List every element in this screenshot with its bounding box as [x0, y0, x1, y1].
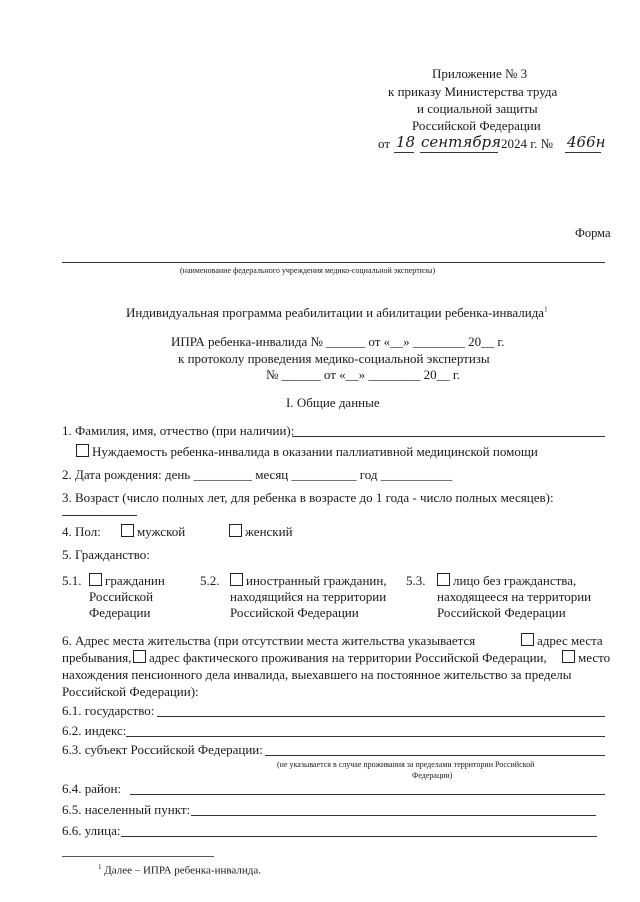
citizenship-5-3-checkbox[interactable]	[437, 573, 450, 586]
sex-male-option	[121, 524, 185, 540]
address-stay-option	[521, 633, 603, 649]
address-pension-option	[562, 650, 610, 666]
field-citizenship-label: 5. Гражданство:	[62, 547, 150, 562]
citizenship-5-2-label: иностранный гражданин,	[246, 573, 387, 588]
footnote-ref: 1	[544, 305, 548, 314]
document-title: Индивидуальная программа реабилитации и абилитации ребенка-инвалида$^1$	[126, 305, 548, 320]
footnote-mark: 1	[98, 863, 102, 871]
ipra-number-line: ИПРА ребенка-инвалида № ______ от «__» ________ 20__ г.	[171, 334, 505, 349]
palliative-item	[76, 444, 538, 460]
field-region-input[interactable]	[265, 755, 605, 756]
sex-female-label: женский	[245, 524, 293, 539]
address-pension-label-2: нахождения пенсионного дела инвалида, выехавшего на постоянное жительство за пределы	[62, 667, 572, 682]
order-date-month: сентября	[421, 133, 502, 151]
field-region-label: 6.3. субъект Российской Федерации:	[62, 742, 263, 757]
field-fio-label: 1. Фамилия, имя, отчество (при наличии):	[62, 423, 295, 438]
field-country-input[interactable]	[157, 716, 605, 717]
order-date-prefix: от	[378, 136, 391, 151]
field-street-label: 6.6. улица:	[62, 823, 121, 838]
footnote-text: Далее – ИПРА ребенка-инвалида.	[104, 864, 262, 877]
field-country-label: 6.1. государство:	[62, 703, 155, 718]
field-street-input[interactable]	[121, 836, 597, 837]
order-line-social: и социальной защиты	[417, 101, 538, 116]
address-pension-label: место	[578, 650, 611, 665]
protocol-line: к протоколу проведения медико-социальной экспертизы	[178, 351, 490, 366]
field-sex-label: 4. Пол:	[62, 524, 101, 539]
citizenship-5-2-label-2: находящийся на территории	[230, 589, 387, 604]
field-locality-input[interactable]	[191, 815, 596, 816]
footnote-separator	[62, 856, 214, 857]
field-district-input[interactable]	[130, 794, 605, 795]
field-locality-label: 6.5. населенный пункт:	[62, 802, 191, 817]
sex-male-checkbox[interactable]	[121, 524, 134, 537]
citizenship-5-1-label-2: Российской	[89, 589, 154, 604]
order-line-ministry: к приказу Министерства труда	[388, 84, 558, 99]
citizenship-5-1-label-3: Федерации	[89, 605, 151, 620]
citizenship-5-3-option	[437, 573, 576, 589]
citizenship-5-1-num: 5.1.	[62, 573, 82, 588]
citizenship-5-3-label-3: Российской Федерации	[437, 605, 566, 620]
citizenship-5-1-checkbox[interactable]	[89, 573, 102, 586]
address-pension-label-3: Российской Федерации):	[62, 684, 199, 699]
sex-male-label: мужской	[137, 524, 186, 539]
field-index-input[interactable]	[126, 736, 605, 737]
order-number: 466н	[567, 133, 606, 151]
citizenship-5-3-label-2: находящееся на территории	[437, 589, 592, 604]
field-birthdate: 2. Дата рождения: день _________ месяц __________ год ___________	[62, 467, 453, 482]
citizenship-5-1-option	[89, 573, 165, 589]
form-label: Форма	[575, 226, 611, 240]
field-region-note-2: Федерации)	[412, 771, 453, 780]
address-stay-label-2: пребывания,	[62, 650, 132, 665]
citizenship-5-2-checkbox[interactable]	[230, 573, 243, 586]
section-title: I. Общие данные	[286, 395, 380, 410]
citizenship-5-2-label-3: Российской Федерации	[230, 605, 359, 620]
sex-female-checkbox[interactable]	[229, 524, 242, 537]
field-age-label: 3. Возраст (число полных лет, для ребенка в возрасте до 1 года - число полных месяцев):	[62, 490, 554, 505]
address-actual-checkbox[interactable]	[133, 650, 146, 663]
field-index-label: 6.2. индекс:	[62, 723, 127, 738]
address-stay-label: адрес места	[537, 633, 603, 648]
citizenship-5-1-label: гражданин	[105, 573, 165, 588]
field-fio-input[interactable]	[292, 436, 605, 437]
palliative-checkbox[interactable]	[76, 444, 89, 457]
citizenship-5-3-num: 5.3.	[406, 573, 426, 588]
order-date-year: 2024 г. №	[501, 136, 554, 151]
field-age-input[interactable]	[62, 515, 137, 516]
sex-female-option	[229, 524, 293, 540]
citizenship-5-3-label: лицо без гражданства,	[453, 573, 577, 588]
citizenship-5-2-num: 5.2.	[200, 573, 220, 588]
palliative-label: Нуждаемость ребенка-инвалида в оказании паллиативной медицинской помощи	[92, 444, 538, 459]
order-line-federation: Российской Федерации	[412, 118, 541, 133]
order-date-day: 18	[396, 133, 416, 151]
field-district-label: 6.4. район:	[62, 781, 122, 796]
institution-caption: (наименование федерального учреждения медико-социальной экспертизы)	[180, 266, 436, 275]
field-address-intro: 6. Адрес места жительства (при отсутствии места жительства указывается	[62, 633, 476, 648]
address-stay-checkbox[interactable]	[521, 633, 534, 646]
address-actual-option	[133, 650, 547, 666]
field-region-note: (не указывается в случае проживания за пределами территории Российской	[277, 760, 535, 769]
appendix-title: Приложение № 3	[432, 66, 528, 81]
footnote	[98, 863, 261, 877]
address-pension-checkbox[interactable]	[562, 650, 575, 663]
protocol-number-line: № ______ от «__» ________ 20__ г.	[266, 367, 461, 382]
institution-name-line[interactable]	[62, 262, 605, 263]
address-actual-label: адрес фактического проживания на территории Российской Федерации,	[149, 650, 547, 665]
citizenship-5-2-option	[230, 573, 387, 589]
